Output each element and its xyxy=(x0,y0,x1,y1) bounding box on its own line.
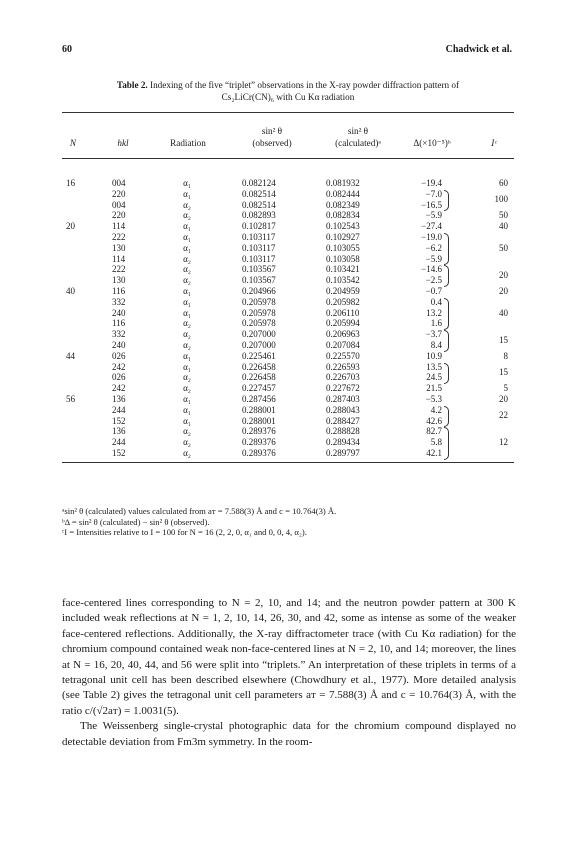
cell-radiation: α₁ xyxy=(183,307,191,318)
cell-hkl: 130 xyxy=(112,275,126,286)
running-head: Chadwick et al. xyxy=(445,44,512,55)
cell-sin-observed: 0.226458 xyxy=(242,372,276,383)
cell-sin-calculated: 0.287403 xyxy=(326,393,360,404)
cell-intensity: 20 xyxy=(499,269,508,280)
cell-delta: 82.7 xyxy=(426,426,442,437)
cell-delta: −19.0 xyxy=(421,231,442,242)
cell-sin-calculated: 0.288427 xyxy=(326,415,360,426)
cell-radiation: α₁ xyxy=(183,350,191,361)
cell-intensity: 100 xyxy=(494,194,508,205)
cell-sin-calculated: 0.289434 xyxy=(326,437,360,448)
cell-radiation: α₁ xyxy=(183,285,191,296)
cell-hkl: 114 xyxy=(112,221,126,232)
cell-hkl: 244 xyxy=(112,404,126,415)
cell-sin-observed: 0.082514 xyxy=(242,199,276,210)
cell-sin-calculated: 0.103058 xyxy=(326,253,360,264)
cell-n xyxy=(66,254,86,265)
cell-n xyxy=(66,243,86,254)
cell-delta: −5.9 xyxy=(425,253,442,264)
cell-hkl: 026 xyxy=(112,350,126,361)
cell-radiation: α₂ xyxy=(183,383,191,394)
cell-hkl: 240 xyxy=(112,307,126,318)
cell-hkl: 116 xyxy=(112,285,126,296)
grouping-brace xyxy=(444,233,449,265)
cell-sin-observed: 0.207000 xyxy=(242,339,276,350)
cell-delta: 0.4 xyxy=(430,296,442,307)
table-label: Table 2. xyxy=(116,80,148,90)
paragraph-1: face-centered lines corresponding to N = 2, 10, and 14; and the neutron powder pattern at 300 K included weak reflections at N = 1, 2, 10, 14, 26, 30, and 42, some as intense as some of the weaker face-centered reflections. Additionally, the X-ray diffractometer trace (with Cu Kα radiation) for the chromium compound contained weak non-face-centered lines at N = 2, 10, and 14; moreover, the lines at N = 16, 20, 40, 44, and 56 were split into “triplets.” An interpretation of these triplets in terms of a tetragonal unit cell has been described elsewhere (Chowdhury et al., 1977). More detailed analysis (see Table 2) gives the tetragonal unit cell parameters aᴛ = 7.588(3) Å and c = 10.764(3) Å, with the ratio c/(√2aᴛ) = 1.0031(5). xyxy=(62,597,516,717)
cell-sin-observed: 0.082124 xyxy=(242,178,276,188)
cell-hkl: 240 xyxy=(112,339,126,350)
cell-n xyxy=(66,264,86,275)
cell-sin-observed: 0.225461 xyxy=(242,350,276,361)
cell-intensity: 15 xyxy=(499,334,508,345)
cell-sin-observed: 0.289376 xyxy=(242,437,276,448)
cell-sin-calculated: 0.288828 xyxy=(326,426,360,437)
cell-n xyxy=(66,232,86,243)
cell-sin-calculated: 0.205982 xyxy=(326,296,360,307)
cell-delta: 8.4 xyxy=(430,339,442,350)
cell-n xyxy=(66,318,86,329)
paragraph-2: The Weissenberg single-crystal photographic data for the chromium compound displayed no detectable deviation from Fm3m symmetry. In the room- xyxy=(62,720,516,748)
cell-hkl: 116 xyxy=(112,318,126,329)
cell-sin-calculated: 0.205994 xyxy=(326,318,360,329)
cell-delta: 10.9 xyxy=(426,350,442,361)
cell-delta: −27.4 xyxy=(421,221,442,232)
header-sin-calculated-bottom: (calculated)ᵃ xyxy=(335,138,381,148)
cell-sin-observed: 0.103117 xyxy=(242,253,276,264)
cell-sin-observed: 0.227457 xyxy=(242,383,276,394)
cell-hkl: 004 xyxy=(112,199,126,210)
table-footnotes xyxy=(62,506,336,538)
cell-hkl: 152 xyxy=(112,447,126,458)
table-caption xyxy=(60,80,516,103)
cell-sin-calculated: 0.206110 xyxy=(326,307,360,318)
column-n xyxy=(66,178,86,459)
cell-sin-calculated: 0.102543 xyxy=(326,221,360,232)
header-n: N xyxy=(69,138,77,148)
header-delta: Δ(×10⁻⁵)ᵇ xyxy=(413,138,451,148)
cell-hkl: 222 xyxy=(112,231,126,242)
cell-sin-observed: 0.103567 xyxy=(242,264,276,275)
cell-radiation: α₂ xyxy=(183,264,191,275)
cell-sin-calculated: 0.227672 xyxy=(326,383,360,394)
cell-hkl: 004 xyxy=(112,178,126,188)
cell-intensity: 20 xyxy=(499,394,508,404)
cell-intensity: 50 xyxy=(499,210,508,221)
cell-sin-calculated: 0.103542 xyxy=(326,275,360,286)
header-radiation: Radiation xyxy=(170,138,206,148)
cell-intensity: 5 xyxy=(503,383,508,394)
cell-delta: −16.5 xyxy=(421,199,442,210)
cell-sin-calculated: 0.289797 xyxy=(326,447,360,458)
cell-intensity: 20 xyxy=(499,286,508,296)
cell-radiation: α₂ xyxy=(183,253,191,264)
footnote-b: ᵇΔ = sin² θ (calculated) − sin² θ (observed). xyxy=(62,516,210,527)
cell-hkl: 220 xyxy=(112,210,126,221)
cell-hkl: 130 xyxy=(112,242,126,253)
cell-n xyxy=(66,200,86,211)
caption-line-2: Cs₂LiCr(CN)₆ with Cu Kα radiation xyxy=(221,91,355,102)
column-hkl xyxy=(112,178,136,459)
cell-hkl: 332 xyxy=(112,329,126,340)
cell-sin-observed: 0.289376 xyxy=(242,447,276,458)
cell-radiation: α₂ xyxy=(183,318,191,329)
column-radiation xyxy=(172,178,202,459)
cell-sin-observed: 0.287456 xyxy=(242,393,276,404)
grouping-brace xyxy=(444,363,449,385)
cell-radiation: α₂ xyxy=(183,437,191,448)
cell-delta: −7.0 xyxy=(425,188,442,199)
cell-delta: 4.2 xyxy=(430,404,442,415)
cell-intensity: 50 xyxy=(499,242,508,253)
cell-sin-observed: 0.207000 xyxy=(242,329,276,340)
cell-hkl: 220 xyxy=(112,188,126,199)
cell-intensity: 12 xyxy=(499,437,508,448)
cell-radiation: α₂ xyxy=(183,199,191,210)
cell-n xyxy=(66,362,86,373)
header-sin-observed-top: sin² θ xyxy=(261,126,283,136)
cell-intensity: 8 xyxy=(503,350,508,361)
grouping-brace xyxy=(444,190,449,212)
cell-radiation: α₂ xyxy=(183,339,191,350)
cell-n xyxy=(66,405,86,416)
cell-sin-observed: 0.226458 xyxy=(242,361,276,372)
footnote-c: ᶜI = Intensities relative to I = 100 for N = 16 (2, 2, 0, α₁ and 0, 0, 4, α₂). xyxy=(62,527,307,537)
cell-intensity: 40 xyxy=(499,221,508,232)
cell-sin-calculated: 0.204959 xyxy=(326,285,360,296)
cell-sin-observed: 0.102817 xyxy=(242,221,276,232)
cell-sin-calculated: 0.288043 xyxy=(326,404,360,415)
cell-radiation: α₂ xyxy=(183,372,191,383)
cell-radiation: α₁ xyxy=(183,231,191,242)
cell-delta: 13.2 xyxy=(426,307,442,318)
cell-n xyxy=(66,416,86,427)
cell-hkl: 244 xyxy=(112,437,126,448)
cell-n: 16 xyxy=(66,178,75,188)
cell-delta: 42.6 xyxy=(426,415,442,426)
cell-delta: −0.7 xyxy=(425,285,442,296)
cell-delta: −3.7 xyxy=(425,329,442,340)
cell-n xyxy=(66,210,86,221)
grouping-brace xyxy=(444,427,449,459)
cell-sin-observed: 0.103567 xyxy=(242,275,276,286)
cell-radiation: α₁ xyxy=(183,242,191,253)
cell-sin-calculated: 0.082349 xyxy=(326,199,360,210)
cell-n xyxy=(66,448,86,459)
cell-sin-observed: 0.103117 xyxy=(242,242,276,253)
grouping-brace xyxy=(444,330,449,352)
cell-sin-calculated: 0.207084 xyxy=(326,339,360,350)
cell-sin-calculated: 0.226593 xyxy=(326,361,360,372)
cell-delta: −6.2 xyxy=(425,242,442,253)
cell-hkl: 222 xyxy=(112,264,126,275)
cell-n xyxy=(66,426,86,437)
cell-delta: −2.5 xyxy=(425,275,442,286)
cell-radiation: α₁ xyxy=(183,361,191,372)
grouping-brace xyxy=(444,265,449,287)
header-sin-observed-bottom: (observed) xyxy=(252,138,292,148)
cell-sin-calculated: 0.102927 xyxy=(326,231,360,242)
cell-delta: −19.4 xyxy=(421,178,442,188)
cell-sin-observed: 0.082514 xyxy=(242,188,276,199)
table-top-rule xyxy=(62,112,514,113)
cell-n: 40 xyxy=(66,285,75,296)
cell-radiation: α₂ xyxy=(183,210,191,221)
cell-n xyxy=(66,437,86,448)
cell-delta: −14.6 xyxy=(421,264,442,275)
table-header-rule xyxy=(62,158,514,159)
cell-sin-calculated: 0.225570 xyxy=(326,350,360,361)
cell-sin-observed: 0.204966 xyxy=(242,285,276,296)
cell-hkl: 332 xyxy=(112,296,126,307)
cell-radiation: α₁ xyxy=(183,415,191,426)
grouping-brace xyxy=(444,298,449,330)
cell-intensity: 40 xyxy=(499,307,508,318)
cell-sin-observed: 0.289376 xyxy=(242,426,276,437)
cell-sin-observed: 0.205978 xyxy=(242,307,276,318)
header-hkl: hkl xyxy=(117,138,129,148)
cell-intensity: 22 xyxy=(499,410,508,421)
cell-delta: 1.6 xyxy=(430,318,442,329)
cell-radiation: α₁ xyxy=(183,188,191,199)
cell-delta: 42.1 xyxy=(426,447,442,458)
page-number: 60 xyxy=(62,44,72,55)
cell-intensity: 15 xyxy=(499,367,508,377)
cell-sin-calculated: 0.206963 xyxy=(326,329,360,340)
header-sin-calculated-top: sin² θ xyxy=(347,126,369,136)
cell-n xyxy=(66,372,86,383)
cell-sin-calculated: 0.082444 xyxy=(326,188,360,199)
cell-radiation: α₁ xyxy=(183,296,191,307)
cell-sin-calculated: 0.082834 xyxy=(326,210,360,221)
column-sin-calculated xyxy=(326,178,386,459)
cell-hkl: 136 xyxy=(112,426,126,437)
cell-sin-calculated: 0.103421 xyxy=(326,264,360,275)
cell-n: 56 xyxy=(66,393,75,404)
cell-delta: −5.3 xyxy=(425,393,442,404)
cell-n xyxy=(66,340,86,351)
cell-sin-observed: 0.082893 xyxy=(242,210,276,221)
cell-sin-observed: 0.288001 xyxy=(242,415,276,426)
cell-radiation: α₁ xyxy=(183,178,191,188)
cell-sin-calculated: 0.103055 xyxy=(326,242,360,253)
cell-delta: 21.5 xyxy=(426,383,442,394)
cell-sin-observed: 0.288001 xyxy=(242,404,276,415)
cell-delta: 24.5 xyxy=(426,372,442,383)
cell-delta: −5.9 xyxy=(425,210,442,221)
cell-radiation: α₁ xyxy=(183,404,191,415)
footnote-a: ᵃsin² θ (calculated) values calculated from aᴛ = 7.588(3) Å and c = 10.764(3) Å. xyxy=(62,506,337,516)
cell-delta: 13.5 xyxy=(426,361,442,372)
cell-hkl: 152 xyxy=(112,415,126,426)
body-text xyxy=(62,596,516,750)
cell-sin-observed: 0.205978 xyxy=(242,318,276,329)
cell-sin-calculated: 0.226703 xyxy=(326,372,360,383)
cell-n xyxy=(66,383,86,394)
cell-radiation: α₁ xyxy=(183,221,191,232)
cell-hkl: 136 xyxy=(112,393,126,404)
cell-radiation: α₂ xyxy=(183,426,191,437)
column-delta xyxy=(400,178,442,459)
column-sin-observed xyxy=(242,178,302,459)
cell-hkl: 242 xyxy=(112,383,126,394)
cell-hkl: 242 xyxy=(112,361,126,372)
grouping-brace xyxy=(444,406,449,428)
cell-hkl: 026 xyxy=(112,372,126,383)
cell-n xyxy=(66,329,86,340)
table-bottom-rule xyxy=(62,462,514,463)
cell-sin-calculated: 0.081932 xyxy=(326,178,360,188)
cell-n xyxy=(66,275,86,286)
cell-n xyxy=(66,308,86,319)
cell-delta: 5.8 xyxy=(430,437,442,448)
cell-radiation: α₁ xyxy=(183,393,191,404)
cell-sin-observed: 0.103117 xyxy=(242,231,276,242)
cell-n xyxy=(66,189,86,200)
cell-hkl: 114 xyxy=(112,253,126,264)
header-intensity: Iᶜ xyxy=(491,138,497,148)
caption-line-1: Indexing of the five “triplet” observations in the X-ray powder diffraction pattern of xyxy=(150,80,460,90)
cell-n xyxy=(66,297,86,308)
cell-intensity: 60 xyxy=(499,178,508,188)
cell-radiation: α₂ xyxy=(183,447,191,458)
cell-sin-observed: 0.205978 xyxy=(242,296,276,307)
cell-n: 20 xyxy=(66,221,75,232)
cell-radiation: α₂ xyxy=(183,329,191,340)
cell-radiation: α₂ xyxy=(183,275,191,286)
cell-n: 44 xyxy=(66,350,75,361)
